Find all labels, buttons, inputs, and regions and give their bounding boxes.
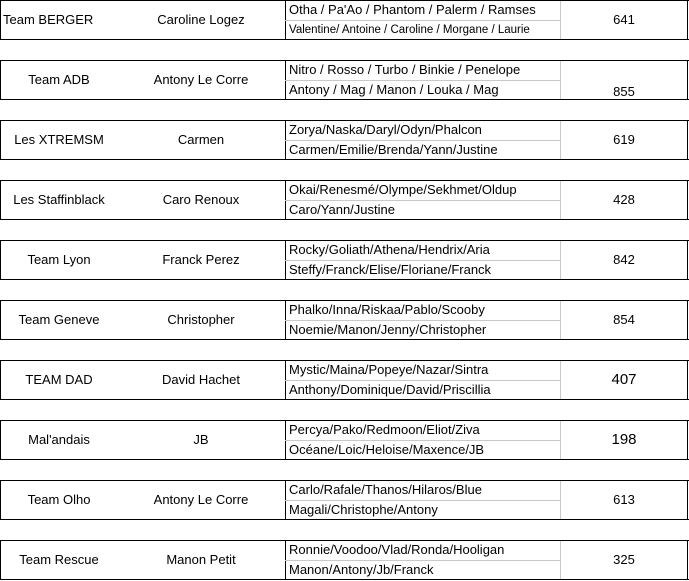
team-row[interactable] (0, 0, 689, 40)
team-row[interactable] (0, 120, 689, 160)
team-row[interactable] (0, 240, 689, 280)
team-row[interactable] (0, 420, 689, 460)
team-dogs[interactable]: Ronnie/Voodoo/Vlad/Ronda/Hooligan (289, 542, 505, 557)
team-row[interactable] (0, 480, 689, 520)
team-score[interactable]: 198 (611, 431, 637, 448)
team-contact[interactable]: Christopher (167, 312, 235, 327)
team-row[interactable] (0, 360, 689, 400)
team-score[interactable]: 855 (613, 84, 635, 99)
team-dogs[interactable]: Otha / Pa'Ao / Phantom / Palerm / Ramses (289, 2, 536, 17)
team-score[interactable]: 842 (613, 252, 635, 267)
team-name[interactable]: Team Olho (27, 492, 91, 507)
team-name[interactable]: Les Staffinblack (13, 192, 105, 207)
team-contact[interactable]: Franck Perez (162, 252, 240, 267)
team-contact[interactable]: JB (193, 432, 209, 447)
team-score[interactable]: 854 (613, 312, 635, 327)
team-row[interactable] (0, 300, 689, 340)
team-dogs[interactable]: Carlo/Rafale/Thanos/Hilaros/Blue (289, 482, 482, 497)
team-row[interactable] (0, 180, 689, 220)
team-members[interactable]: Valentine/ Antoine / Caroline / Morgane / Laurie (289, 24, 530, 36)
team-contact[interactable]: David Hachet (161, 372, 241, 387)
team-row[interactable] (0, 540, 689, 580)
team-contact[interactable]: Antony Le Corre (153, 72, 249, 87)
team-dogs[interactable]: Okai/Renesmé/Olympe/Sekhmet/Oldup (289, 182, 517, 197)
team-dogs[interactable]: Mystic/Maina/Popeye/Nazar/Sintra (289, 362, 489, 377)
team-score[interactable]: 641 (613, 12, 635, 27)
team-score[interactable]: 325 (613, 552, 635, 567)
team-name[interactable]: Les XTREMSM (14, 132, 104, 147)
team-score[interactable]: 407 (611, 371, 637, 388)
team-members[interactable]: Anthony/Dominique/David/Priscillia (289, 382, 491, 397)
team-name[interactable]: Team Geneve (18, 312, 100, 327)
team-contact[interactable]: Caroline Logez (157, 12, 245, 27)
team-members[interactable]: Noemie/Manon/Jenny/Christopher (289, 322, 487, 337)
team-contact[interactable]: Manon Petit (166, 552, 236, 567)
team-score[interactable]: 613 (613, 492, 635, 507)
team-score[interactable]: 428 (613, 192, 635, 207)
team-dogs[interactable]: Percya/Pako/Redmoon/Eliot/Ziva (289, 422, 480, 437)
team-contact[interactable]: Antony Le Corre (153, 492, 249, 507)
team-name[interactable]: Team BERGER (3, 12, 94, 27)
team-contact[interactable]: Caro Renoux (162, 192, 240, 207)
team-dogs[interactable]: Rocky/Goliath/Athena/Hendrix/Aria (289, 242, 490, 257)
team-score[interactable]: 619 (613, 132, 635, 147)
team-name[interactable]: Team Rescue (19, 552, 99, 567)
team-members[interactable]: Océane/Loic/Heloise/Maxence/JB (289, 442, 485, 457)
team-members[interactable]: Antony / Mag / Manon / Louka / Mag (289, 82, 499, 97)
team-members[interactable]: Steffy/Franck/Elise/Floriane/Franck (289, 262, 492, 277)
team-dogs[interactable]: Nitro / Rosso / Turbo / Binkie / Penelope (289, 62, 521, 77)
team-name[interactable]: Team Lyon (27, 252, 91, 267)
team-contact[interactable]: Carmen (177, 132, 225, 147)
team-dogs[interactable]: Zorya/Naska/Daryl/Odyn/Phalcon (289, 122, 482, 137)
team-name[interactable]: Team ADB (28, 72, 90, 87)
team-name[interactable]: TEAM DAD (25, 372, 93, 387)
team-name[interactable]: Mal'andais (28, 432, 90, 447)
team-members[interactable]: Caro/Yann/Justine (289, 202, 395, 217)
team-members[interactable]: Manon/Antony/Jb/Franck (289, 562, 434, 577)
team-dogs[interactable]: Phalko/Inna/Riskaa/Pablo/Scooby (289, 302, 485, 317)
team-members[interactable]: Magali/Christophe/Antony (289, 502, 438, 517)
team-row[interactable] (0, 60, 689, 100)
team-members[interactable]: Carmen/Emilie/Brenda/Yann/Justine (289, 142, 498, 157)
